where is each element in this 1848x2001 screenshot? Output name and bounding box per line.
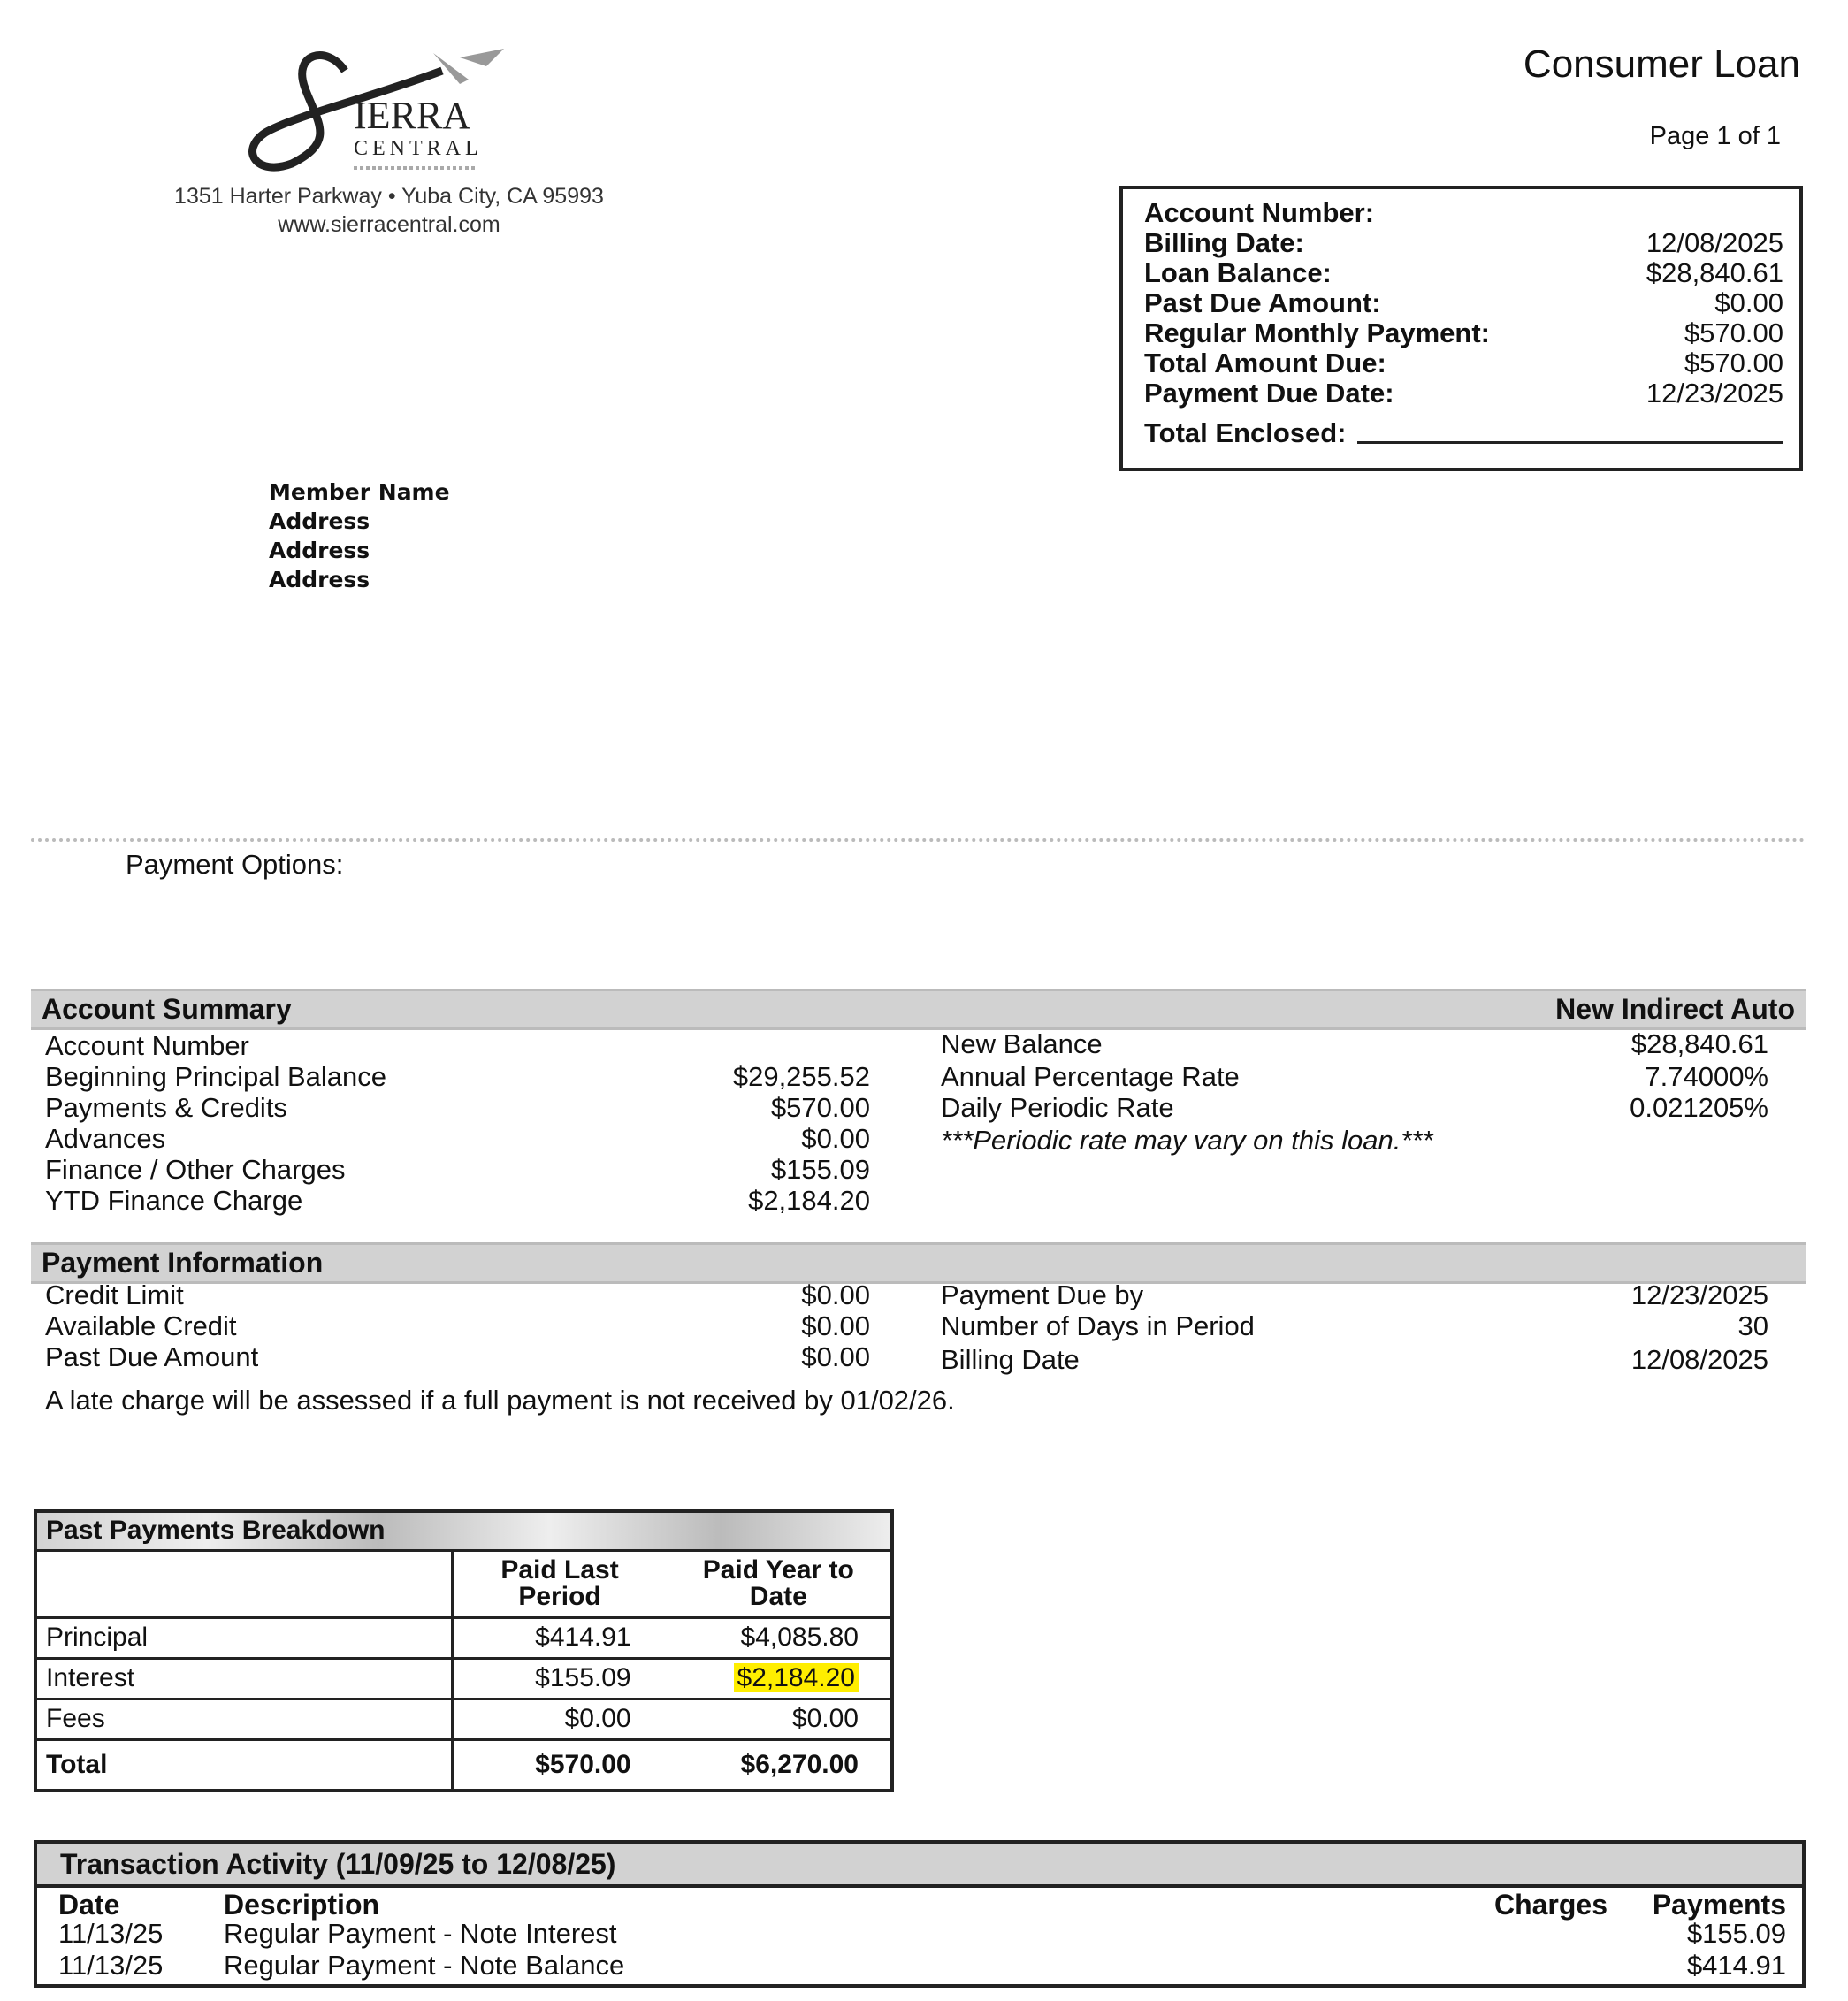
company-address <box>133 182 645 239</box>
table-row <box>35 1658 892 1699</box>
table-row <box>35 1699 892 1739</box>
paid-last-period: $414.91 <box>452 1617 667 1658</box>
coupon-row <box>1144 348 1783 378</box>
coupon-value: $570.00 <box>1684 317 1783 348</box>
paid-last-period: $0.00 <box>452 1699 667 1739</box>
coupon-label: Loan Balance: <box>1144 257 1332 288</box>
field-label: Finance / Other Charges <box>45 1154 346 1185</box>
field-label: Available Credit <box>45 1310 237 1341</box>
field-value: $570.00 <box>770 1092 870 1123</box>
paid-ytd: $2,184.20 <box>734 1663 859 1692</box>
coupon-row <box>1144 318 1783 348</box>
transaction-date: 11/13/25 <box>58 1950 164 1981</box>
field-value: 12/08/2025 <box>1630 1344 1768 1375</box>
member-name: Member Name <box>269 479 450 505</box>
payment-coupon-box <box>1119 186 1803 471</box>
field-label: Beginning Principal Balance <box>45 1061 387 1092</box>
paid-ytd-cell <box>667 1617 892 1658</box>
row-label: Principal <box>35 1617 452 1658</box>
field-value: $0.00 <box>801 1310 870 1341</box>
paid-ytd-cell <box>667 1658 892 1699</box>
row-label: Total <box>35 1739 452 1791</box>
coupon-value: 12/23/2025 <box>1646 378 1783 409</box>
account-summary-header <box>31 989 1806 1030</box>
coupon-value: $570.00 <box>1684 348 1783 378</box>
paid-ytd: $4,085.80 <box>740 1623 859 1652</box>
transaction-description: Regular Payment - Note Interest <box>224 1918 617 1949</box>
section-title: Payment Information <box>42 1247 324 1279</box>
field-value: $0.00 <box>801 1123 870 1154</box>
product-name: New Indirect Auto <box>1555 993 1795 1025</box>
field-value: 12/23/2025 <box>1630 1279 1768 1310</box>
transaction-description: Regular Payment - Note Balance <box>224 1950 625 1981</box>
past-payments-table <box>34 1509 894 1792</box>
field-value: $155.09 <box>770 1154 870 1185</box>
header-payments: Payments <box>1652 1889 1786 1921</box>
coupon-row <box>1144 378 1783 409</box>
coupon-row <box>1144 258 1783 288</box>
member-address-block <box>269 477 450 594</box>
row-label: Interest <box>35 1658 452 1699</box>
header-charges: Charges <box>1493 1889 1607 1921</box>
field-value: 7.74000% <box>1645 1061 1768 1092</box>
payment-information-header <box>31 1242 1806 1284</box>
field-label: Number of Days in Period <box>941 1310 1255 1341</box>
header-date: Date <box>58 1889 120 1921</box>
field-label: Credit Limit <box>45 1279 184 1310</box>
coupon-label: Past Due Amount: <box>1144 287 1381 318</box>
payment-options-label: Payment Options: <box>126 849 344 880</box>
street-address: 1351 Harter Parkway • Yuba City, CA 95993 <box>174 184 604 209</box>
col-paid-last-period: Paid Last Period <box>452 1550 667 1617</box>
field-label: YTD Finance Charge <box>45 1185 303 1216</box>
field-label: Advances <box>45 1123 166 1154</box>
total-enclosed-field[interactable] <box>1357 417 1783 444</box>
transaction-payment: $414.91 <box>1686 1950 1786 1981</box>
field-label: Account Number <box>45 1030 249 1061</box>
periodic-rate-note: ***Periodic rate may vary on this loan.*** <box>941 1125 1433 1156</box>
table-row <box>35 1739 892 1791</box>
paid-last-period: $155.09 <box>452 1658 667 1699</box>
coupon-value: $0.00 <box>1714 287 1783 318</box>
address-line: Address <box>269 508 370 534</box>
field-value: 30 <box>1737 1310 1768 1341</box>
paid-ytd-cell <box>667 1739 892 1791</box>
website-link: www.sierracentral.com <box>278 212 500 237</box>
past-payments-title: Past Payments Breakdown <box>35 1511 892 1550</box>
field-label: Annual Percentage Rate <box>941 1061 1240 1092</box>
address-line: Address <box>269 538 370 563</box>
coupon-label: Billing Date: <box>1144 227 1304 258</box>
header-description: Description <box>224 1889 380 1921</box>
late-charge-notice: A late charge will be assessed if a full payment is not received by 01/02/26. <box>45 1385 955 1416</box>
coupon-row <box>1144 288 1783 318</box>
separator <box>31 838 1806 842</box>
coupon-value: 12/08/2025 <box>1646 227 1783 258</box>
transaction-date: 11/13/25 <box>58 1918 164 1949</box>
field-value: $29,255.52 <box>732 1061 870 1092</box>
address-line: Address <box>269 567 370 592</box>
section-title: Account Summary <box>42 993 292 1025</box>
page-number: Page 1 of 1 <box>1649 122 1781 150</box>
svg-text:CENTRAL: CENTRAL <box>354 137 483 160</box>
logo-icon <box>239 35 539 177</box>
field-label: Payments & Credits <box>45 1092 287 1123</box>
document-title: Consumer Loan <box>1523 42 1800 86</box>
field-value: $28,840.61 <box>1630 1028 1768 1059</box>
paid-ytd: $0.00 <box>791 1704 859 1733</box>
field-label: Billing Date <box>941 1344 1080 1375</box>
svg-text:IERRA: IERRA <box>354 94 470 137</box>
transaction-activity-title: Transaction Activity (11/09/25 to 12/08/25) <box>37 1844 1802 1888</box>
coupon-row <box>1144 198 1783 228</box>
transaction-activity <box>34 1840 1806 1988</box>
coupon-label: Regular Monthly Payment: <box>1144 317 1490 348</box>
field-label: Daily Periodic Rate <box>941 1092 1174 1123</box>
coupon-value: $28,840.61 <box>1646 257 1783 288</box>
field-value: $0.00 <box>801 1279 870 1310</box>
total-enclosed-label: Total Enclosed: <box>1144 417 1347 448</box>
col-paid-ytd: Paid Year to Date <box>667 1550 892 1617</box>
field-label: Payment Due by <box>941 1279 1144 1310</box>
field-label: New Balance <box>941 1028 1103 1059</box>
total-enclosed <box>1144 417 1783 449</box>
field-value: $0.00 <box>801 1341 870 1372</box>
paid-ytd: $6,270.00 <box>740 1749 859 1779</box>
coupon-label: Account Number: <box>1144 197 1375 228</box>
coupon-row <box>1144 228 1783 258</box>
field-value: 0.021205% <box>1630 1092 1768 1123</box>
coupon-label: Total Amount Due: <box>1144 348 1386 378</box>
sierra-central-logo <box>239 35 539 177</box>
coupon-label: Payment Due Date: <box>1144 378 1394 409</box>
paid-last-period: $570.00 <box>452 1739 667 1791</box>
field-label: Past Due Amount <box>45 1341 259 1372</box>
field-value: $2,184.20 <box>748 1185 870 1216</box>
paid-ytd-cell <box>667 1699 892 1739</box>
row-label: Fees <box>35 1699 452 1739</box>
transaction-payment: $155.09 <box>1686 1918 1786 1949</box>
table-row <box>35 1617 892 1658</box>
